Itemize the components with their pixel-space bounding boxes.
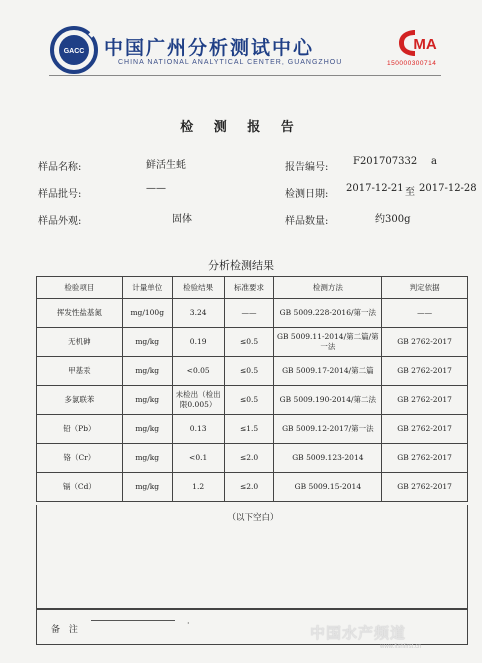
cell-basis: GB 2762-2017 bbox=[382, 386, 468, 415]
cell-method: GB 5009.190-2014/第二法 bbox=[274, 386, 382, 415]
appearance-label: 样品外观: bbox=[38, 216, 82, 227]
table-row bbox=[37, 386, 468, 415]
gacc-logo-icon bbox=[50, 26, 98, 74]
cma-number: 150000300714 bbox=[387, 60, 437, 67]
cell-method: GB 5009.123-2014 bbox=[274, 444, 382, 473]
blank-area bbox=[36, 505, 468, 609]
quantity-value: 约300g bbox=[375, 214, 411, 225]
test-date-to: 至 bbox=[405, 187, 415, 198]
table-row bbox=[37, 328, 468, 357]
table-row bbox=[37, 473, 468, 502]
watermark-text: 中国水产频道 bbox=[310, 624, 407, 642]
table-row bbox=[37, 299, 468, 328]
header-standard: 标准要求 bbox=[224, 277, 274, 299]
batch-label: 样品批号: bbox=[38, 189, 82, 200]
results-table bbox=[36, 276, 468, 502]
header-unit: 计量单位 bbox=[122, 277, 172, 299]
cell-item: 镉（Cd） bbox=[37, 473, 123, 502]
report-title: 检 测 报 告 bbox=[180, 120, 302, 135]
test-date-start: 2017-12-21 bbox=[346, 183, 404, 194]
cell-basis: GB 2762-2017 bbox=[382, 473, 468, 502]
cell-unit: mg/kg bbox=[122, 415, 172, 444]
header-divider bbox=[49, 75, 441, 76]
cell-item: 多氯联苯 bbox=[37, 386, 123, 415]
remark-label: 备 注 bbox=[51, 625, 81, 635]
cell-unit: mg/kg bbox=[122, 386, 172, 415]
cell-standard: ≤0.5 bbox=[224, 357, 274, 386]
cell-basis: GB 2762-2017 bbox=[382, 328, 468, 357]
report-no-label: 报告编号: bbox=[285, 162, 329, 173]
org-name-cn: 中国广州分析测试中心 bbox=[104, 37, 315, 59]
cell-unit: mg/kg bbox=[122, 357, 172, 386]
cell-item: 无机砷 bbox=[37, 328, 123, 357]
cell-standard: ≤1.5 bbox=[224, 415, 274, 444]
report-no-suffix: a bbox=[431, 156, 437, 167]
table-row bbox=[37, 415, 468, 444]
table-row bbox=[37, 357, 468, 386]
cell-unit: mg/kg bbox=[122, 328, 172, 357]
logo-text: GACC bbox=[63, 48, 85, 55]
cell-result: 3.24 bbox=[172, 299, 224, 328]
blank-below-note: （以下空白） bbox=[227, 513, 279, 523]
header-result: 检验结果 bbox=[172, 277, 224, 299]
header-method: 检测方法 bbox=[274, 277, 382, 299]
cell-result: <0.1 bbox=[172, 444, 224, 473]
cell-method: GB 5009.228-2016/第一法 bbox=[274, 299, 382, 328]
cell-method: GB 5009.17-2014/第二篇 bbox=[274, 357, 382, 386]
report-no-value: F201707332 bbox=[353, 156, 418, 167]
watermark-url: www.fishfirst.cn bbox=[380, 644, 422, 650]
cell-item: 甲基汞 bbox=[37, 357, 123, 386]
header-item: 检验项目 bbox=[37, 277, 123, 299]
cell-standard: ≤2.0 bbox=[224, 473, 274, 502]
cell-result: 1.2 bbox=[172, 473, 224, 502]
table-header-row bbox=[37, 277, 468, 299]
cma-text: MA bbox=[413, 36, 437, 53]
cell-unit: mg/100g bbox=[122, 299, 172, 328]
cell-basis: GB 2762-2017 bbox=[382, 357, 468, 386]
cell-unit: mg/kg bbox=[122, 473, 172, 502]
cell-item: 铅（Pb） bbox=[37, 415, 123, 444]
cell-item: 挥发性盐基氮 bbox=[37, 299, 123, 328]
test-date-end: 2017-12-28 bbox=[419, 183, 477, 194]
section-title: 分析检测结果 bbox=[208, 259, 274, 272]
header-basis: 判定依据 bbox=[382, 277, 468, 299]
cell-basis: GB 2762-2017 bbox=[382, 444, 468, 473]
cell-method: GB 5009.11-2014/第二篇/第一法 bbox=[274, 328, 382, 357]
cell-method: GB 5009.12-2017/第一法 bbox=[274, 415, 382, 444]
remark-underline bbox=[91, 620, 175, 621]
cell-item: 铬（Cr） bbox=[37, 444, 123, 473]
cell-result: 未检出（检出限0.005） bbox=[172, 386, 224, 415]
batch-value: —— bbox=[146, 183, 166, 194]
cell-basis: GB 2762-2017 bbox=[382, 415, 468, 444]
cma-seal-icon bbox=[393, 27, 441, 59]
table-row bbox=[37, 444, 468, 473]
cell-result: <0.05 bbox=[172, 357, 224, 386]
cell-unit: mg/kg bbox=[122, 444, 172, 473]
cell-standard: ≤0.5 bbox=[224, 328, 274, 357]
org-name-en: CHINA NATIONAL ANALYTICAL CENTER, GUANGZHOU bbox=[118, 59, 343, 66]
cell-method: GB 5009.15-2014 bbox=[274, 473, 382, 502]
sample-name-value: 鲜活生蚝 bbox=[146, 160, 186, 171]
cell-result: 0.13 bbox=[172, 415, 224, 444]
cell-standard: ≤0.5 bbox=[224, 386, 274, 415]
appearance-value: 固体 bbox=[172, 214, 192, 225]
cell-basis: —— bbox=[382, 299, 468, 328]
test-date-label: 检测日期: bbox=[285, 189, 329, 200]
sample-name-label: 样品名称: bbox=[38, 162, 82, 173]
quantity-label: 样品数量: bbox=[285, 216, 329, 227]
cell-result: 0.19 bbox=[172, 328, 224, 357]
remark-dot: · bbox=[187, 619, 190, 628]
cell-standard: ≤2.0 bbox=[224, 444, 274, 473]
cell-standard: —— bbox=[224, 299, 274, 328]
